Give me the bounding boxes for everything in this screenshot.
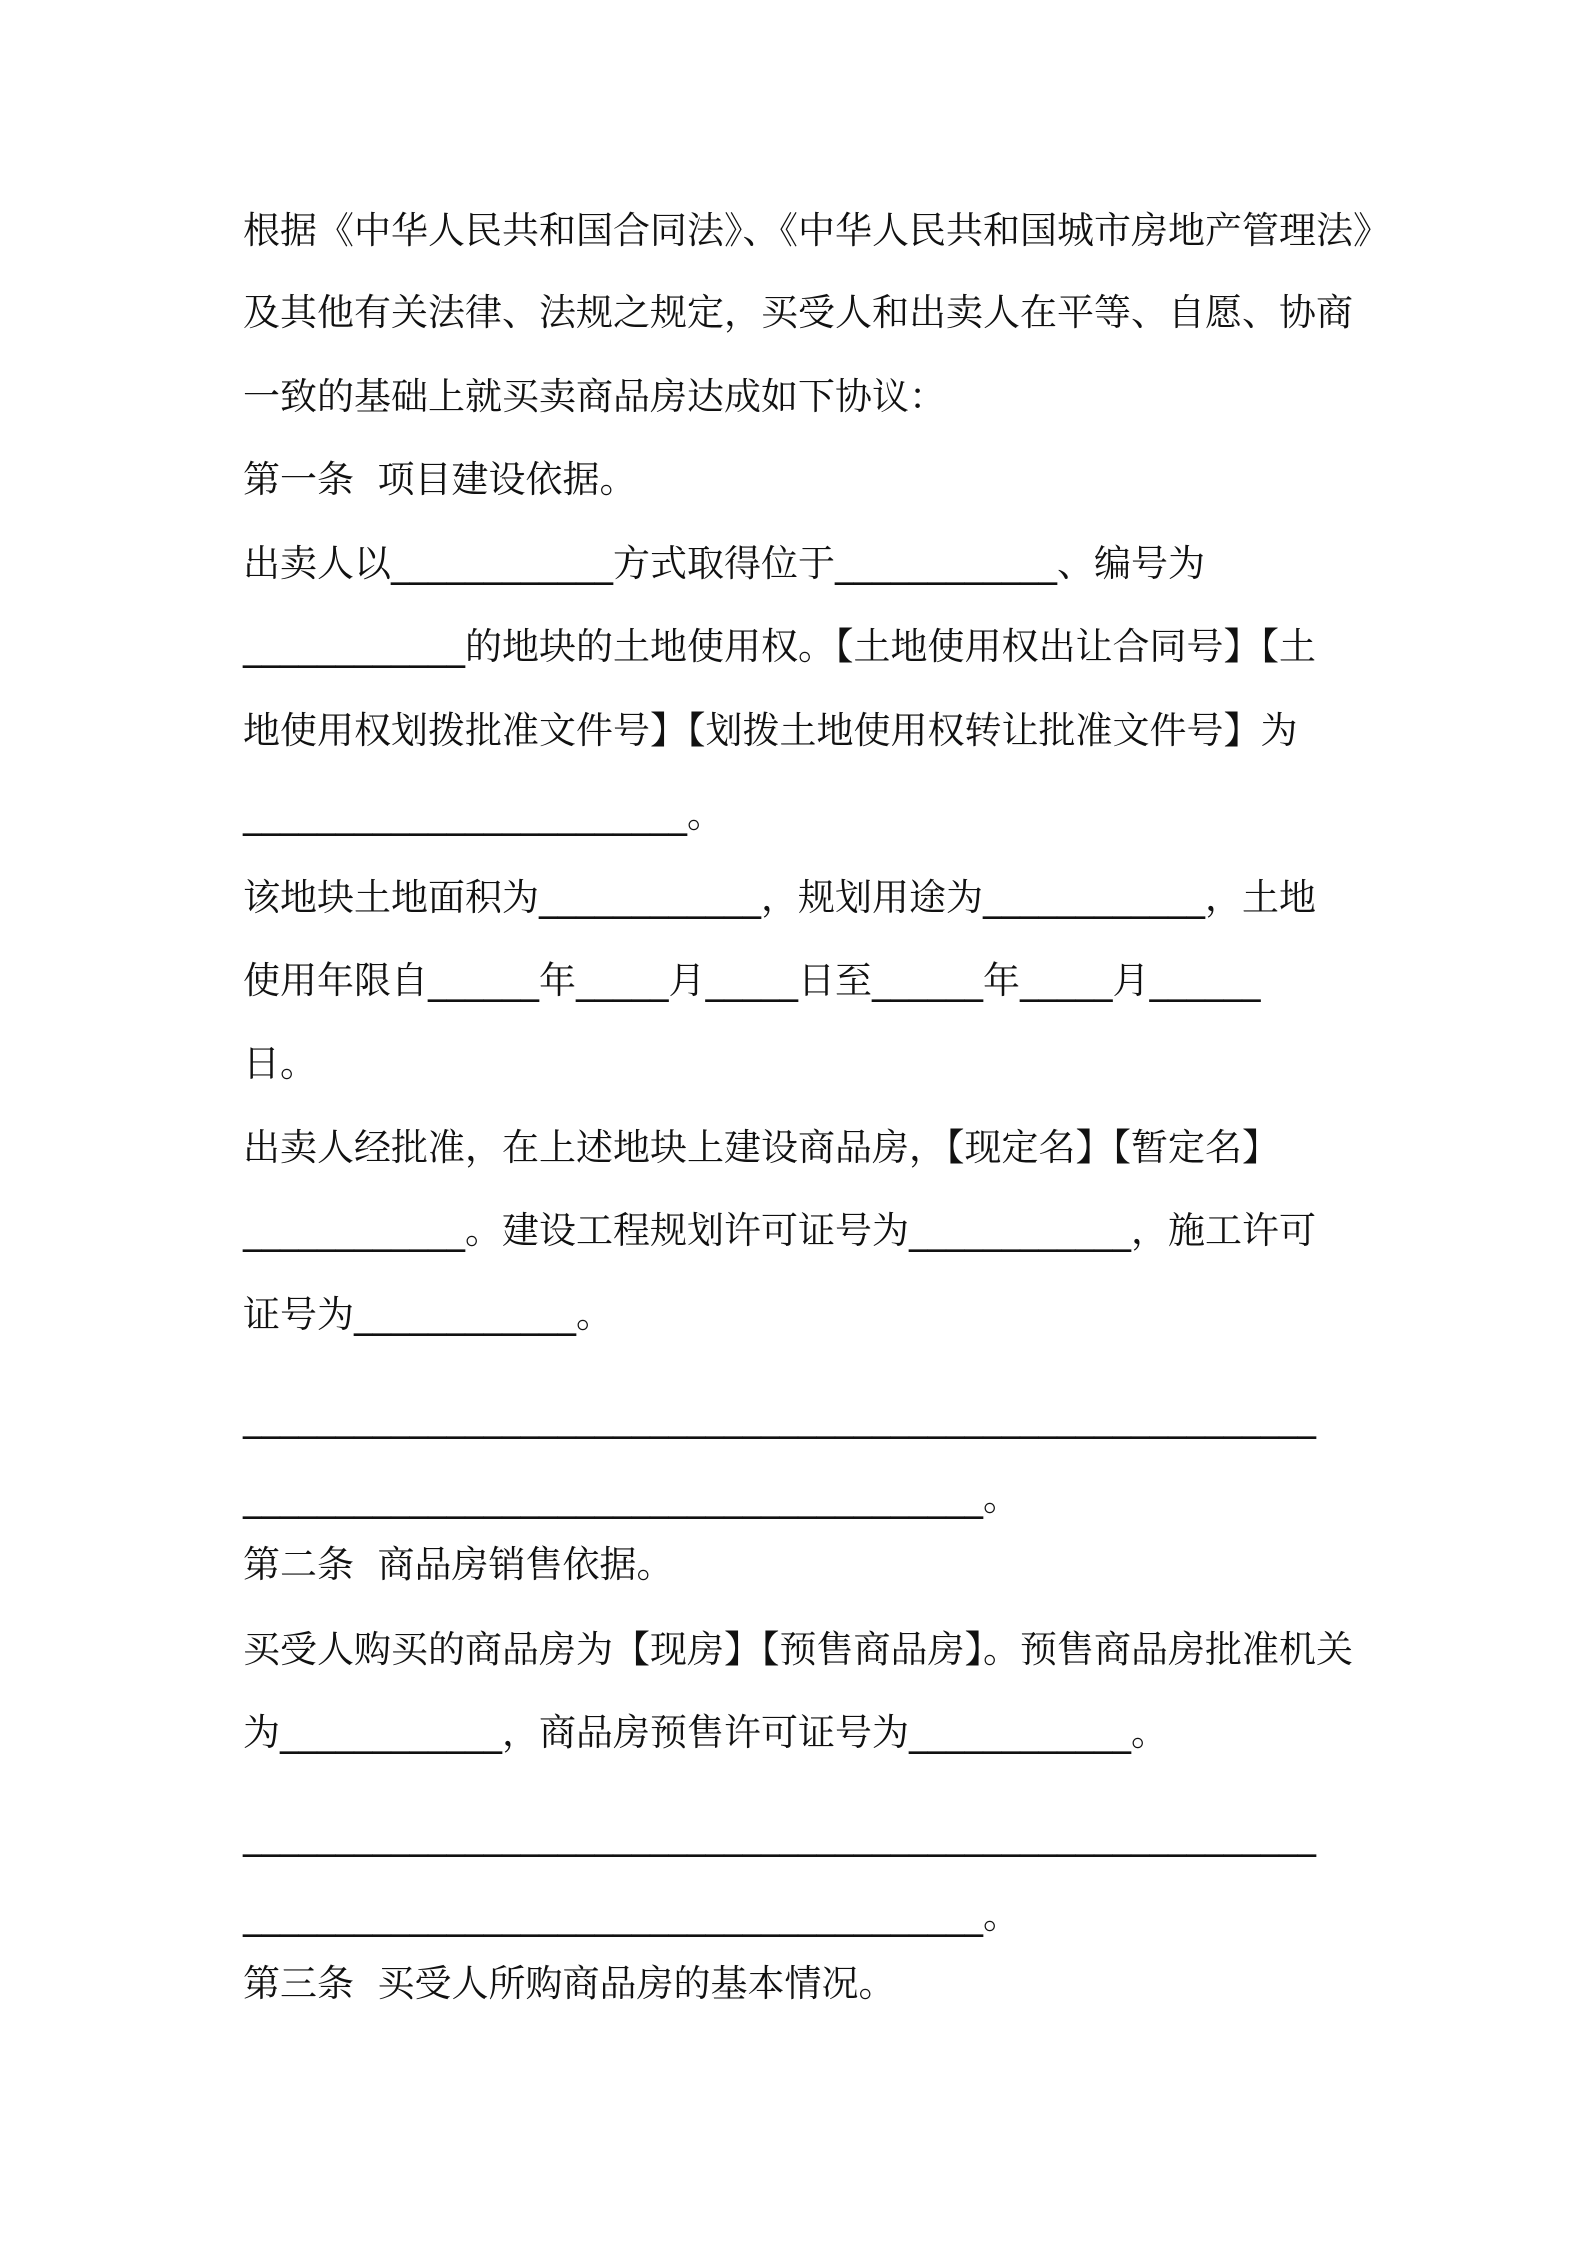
blank-line: ________________________________________。 bbox=[243, 1894, 1020, 1937]
paragraph-line: 使用年限自______年_____月_____日至______年_____月______ bbox=[243, 959, 1261, 1002]
blank-line: __________________________________________________________ bbox=[243, 1396, 1316, 1439]
article-heading: 第三条 买受人所购商品房的基本情况。 bbox=[243, 1962, 896, 2005]
paragraph-line: 为____________，商品房预售许可证号为____________。 bbox=[243, 1711, 1168, 1754]
paragraph-line: 根据《中华人民共和国合同法》、《中华人民共和国城市房地产管理法》 bbox=[243, 209, 1390, 252]
paragraph-line: 地使用权划拨批准文件号】【划拨土地使用权转让批准文件号】为 bbox=[243, 709, 1298, 752]
blank-line: __________________________________________________________ bbox=[243, 1814, 1316, 1857]
paragraph-line: ________________________。 bbox=[243, 793, 724, 836]
paragraph-line: ____________的地块的土地使用权。【土地使用权出让合同号】【土 bbox=[243, 625, 1316, 668]
paragraph-line: 证号为____________。 bbox=[243, 1293, 613, 1336]
paragraph-line: 买受人购买的商品房为【现房】【预售商品房】。预售商品房批准机关 bbox=[243, 1628, 1353, 1671]
blank-line: ________________________________________。 bbox=[243, 1476, 1020, 1519]
paragraph-line: 日。 bbox=[243, 1042, 317, 1085]
paragraph-line: 及其他有关法律、法规之规定，买受人和出卖人在平等、自愿、协商 bbox=[243, 291, 1353, 334]
paragraph-line: 一致的基础上就买卖商品房达成如下协议： bbox=[243, 375, 946, 418]
article-heading: 第二条 商品房销售依据。 bbox=[243, 1543, 674, 1586]
paragraph-line: 出卖人经批准，在上述地块上建设商品房，【现定名】【暂定名】 bbox=[243, 1126, 1279, 1169]
article-heading: 第一条 项目建设依据。 bbox=[243, 458, 637, 501]
paragraph-line: 出卖人以____________方式取得位于____________、编号为 bbox=[243, 542, 1205, 585]
paragraph-line: ____________。建设工程规划许可证号为____________，施工许可 bbox=[243, 1209, 1316, 1252]
paragraph-line: 该地块土地面积为____________，规划用途为____________，土地 bbox=[243, 876, 1316, 919]
